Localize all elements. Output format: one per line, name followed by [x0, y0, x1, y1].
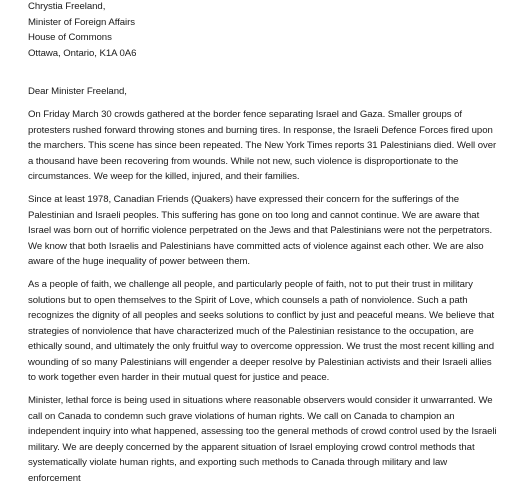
salutation: Dear Minister Freeland,	[28, 86, 127, 98]
recipient-title: Minister of Foreign Affairs	[28, 16, 135, 28]
paragraph-3: As a people of faith, we challenge all people, and particularly people of faith, not to put their trust in military solutions but to open themselves to the Spirit of Love, which counsels a path of nonviolence. Such a path recognizes the dignity of all peoples and seeks solutions to conflict by just and peaceful means. We believe that strategies of nonviolence that have characterized much of the Palestinian resistance to the occupation, are ethically sound, and ultimately the only fruitful way to overcome oppression. We trust the most recent killing and wounding of so many Palestinians will engender a deeper resolve by Palestinian activists and their Israeli allies to work together even harder in their mutual quest for justice and peace.	[28, 278, 495, 384]
recipient-city: Ottawa, Ontario, K1A 0A6	[28, 47, 137, 59]
paragraph-2: Since at least 1978, Canadian Friends (Quakers) have expressed their concern for the sufferings of the Palestinian and Israeli peoples. This suffering has gone on too long and cannot continue. We are aware that Israel was born out of horrific violence perpetrated on the Jews and that Palestinians were not the perpetrators. We know that both Israelis and Palestinians have committed acts of violence against each other. We are also aware of the huge inequality of power between them.	[28, 193, 493, 268]
paragraph-1: On Friday March 30 crowds gathered at the border fence separating Israel and Gaza. Smaller groups of protesters rushed forward throwing stones and burning tires. In response, the Israeli Defence Forces fired upon the marchers. This scene has since been repeated. The New York Times reports 31 Palestinians died. Well over a thousand have been recovering from wounds. While not new, such violence is disproportionate to the circumstances. We weep for the killed, injured, and their families.	[28, 108, 497, 183]
paragraph-4: Minister, lethal force is being used in situations where reasonable observers would consider it unwarranted. We call on Canada to condemn such grave violations of human rights. We call on Canada to champion an independent inquiry into what happened, assessing too the general methods of crowd control used by the Israeli military. We are deeply concerned by the apparent situation of Israel employing crowd control methods that systematically violate human rights, and exporting such methods to Canada through military and law enforcement	[28, 395, 497, 485]
recipient-office: House of Commons	[28, 32, 112, 44]
letter-body	[28, 0, 500, 487]
recipient-address	[28, 0, 500, 61]
recipient-name: Chrystia Freeland,	[28, 1, 106, 12]
